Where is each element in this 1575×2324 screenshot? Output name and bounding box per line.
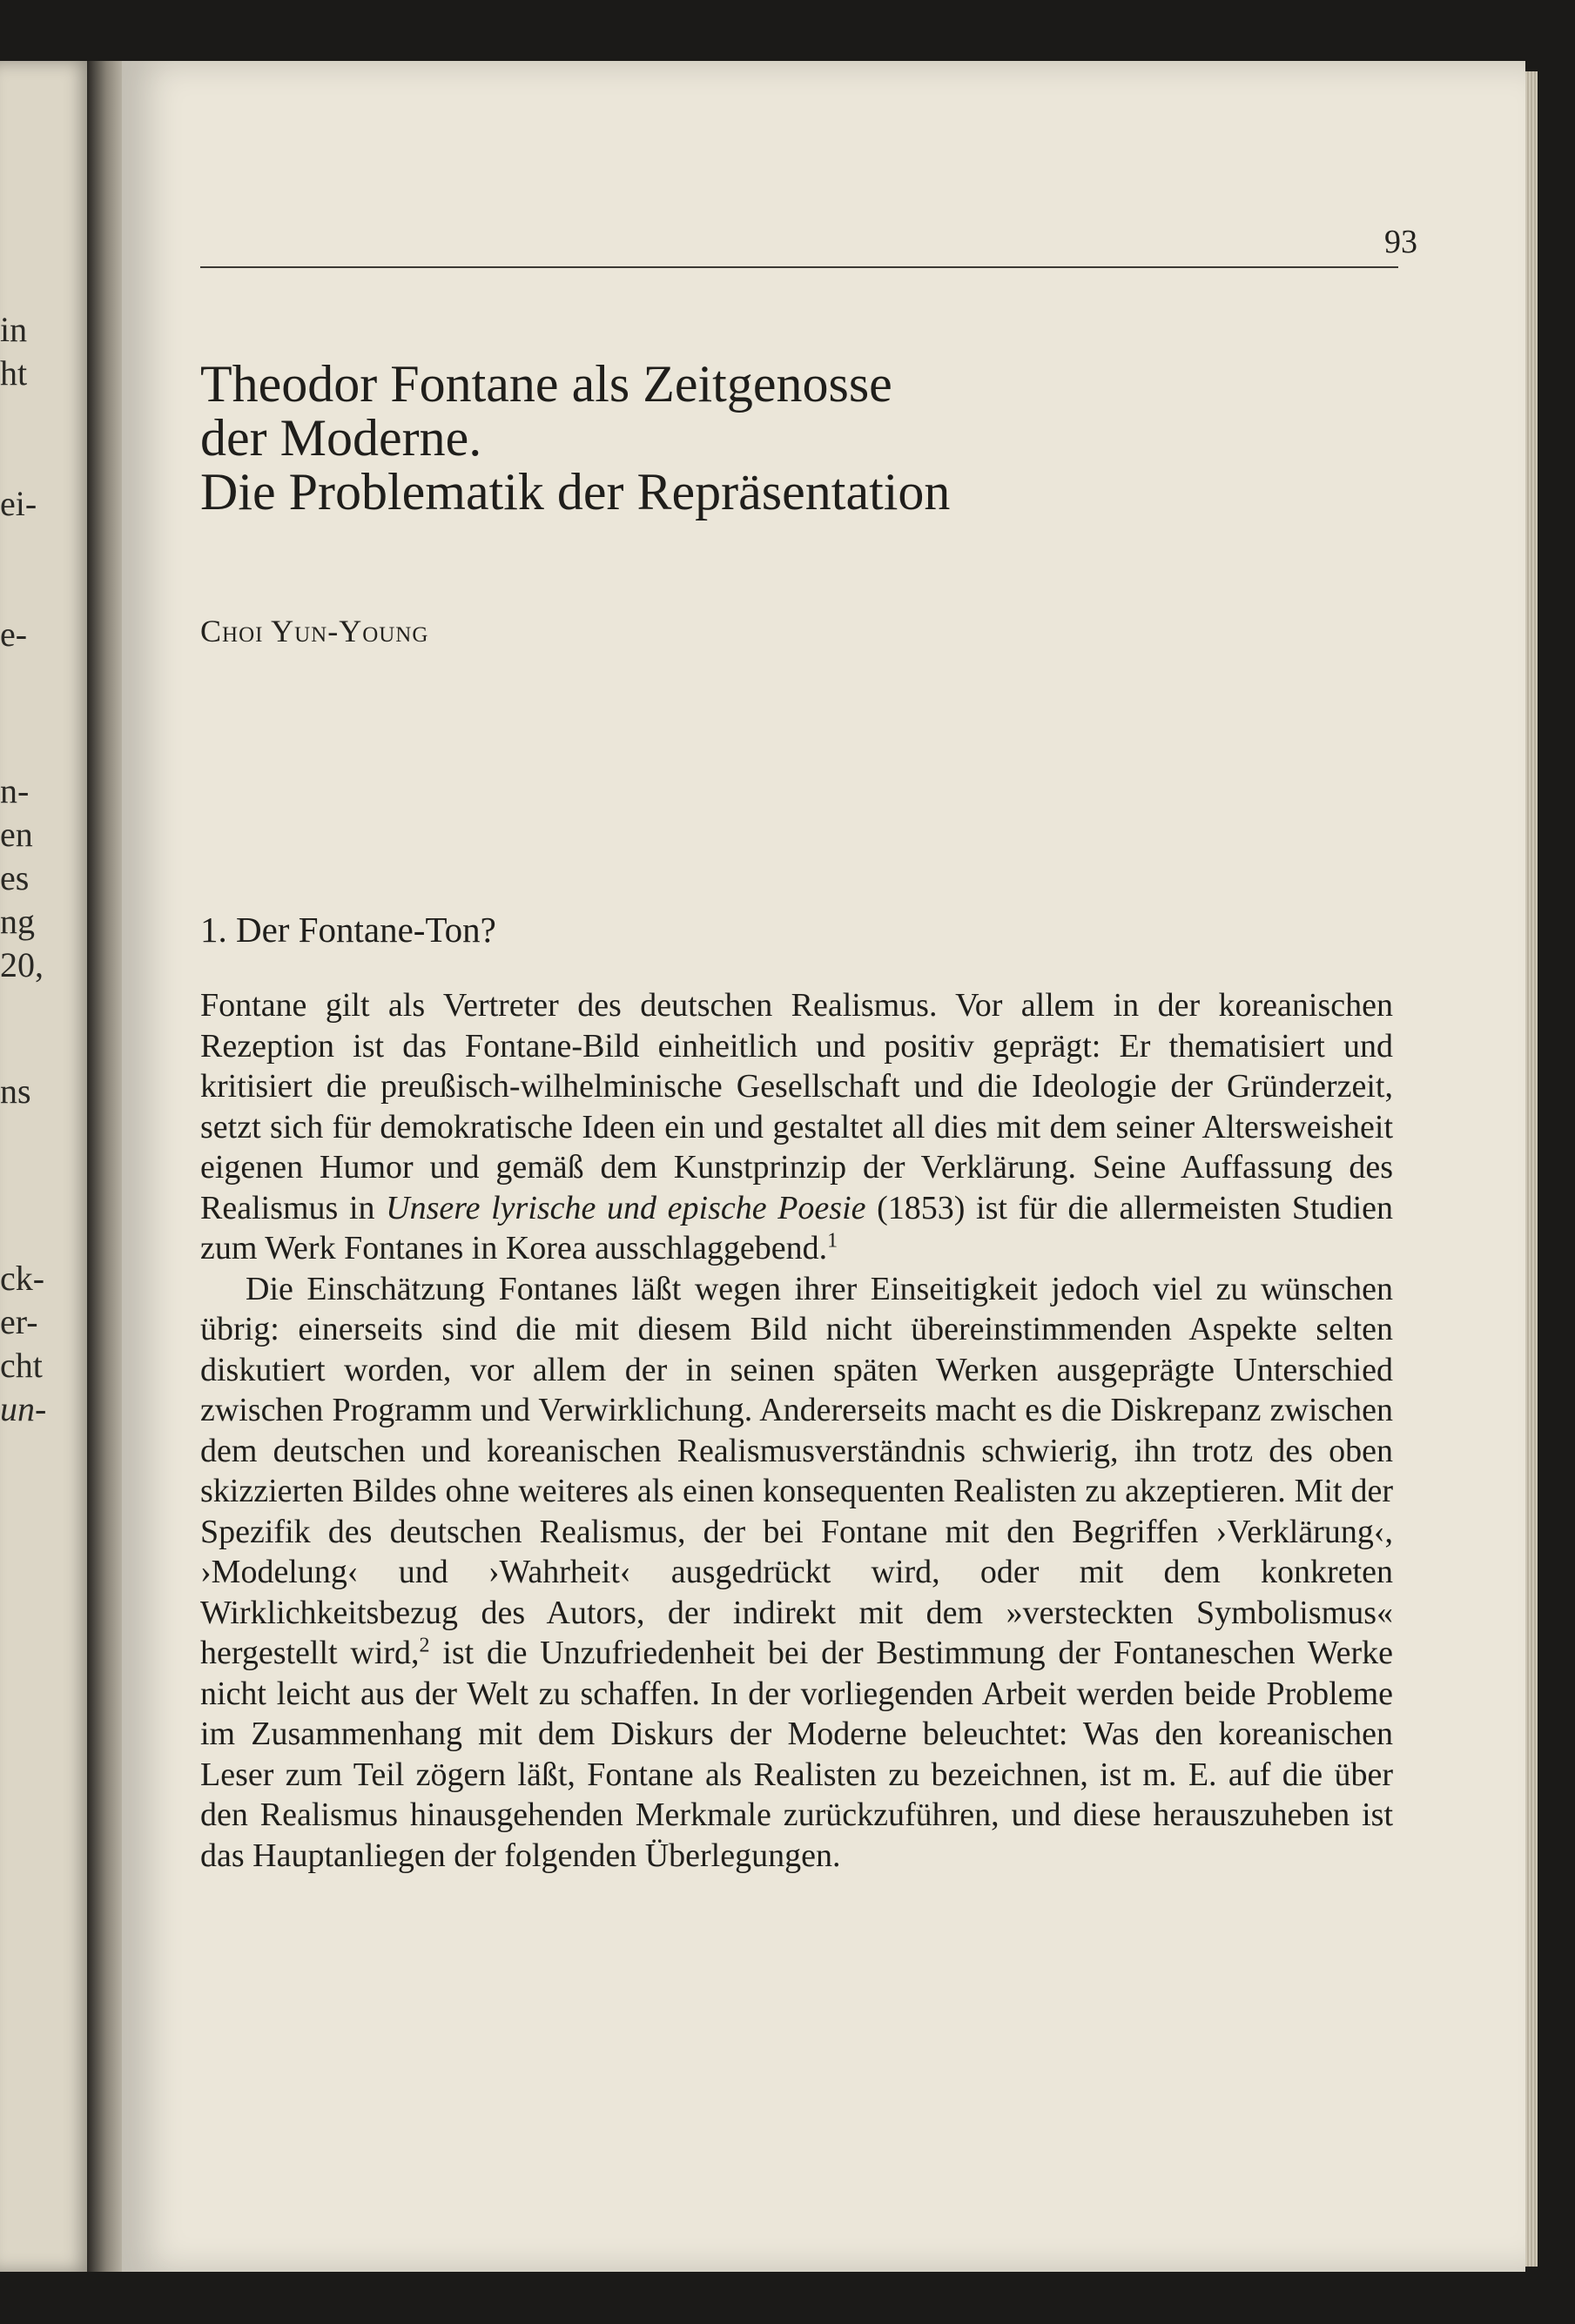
footnote-marker: 2 <box>419 1634 430 1657</box>
facing-page-fragment: er- <box>0 1302 38 1341</box>
facing-page-fragment: ng <box>0 902 35 941</box>
title-line: Die Problematik der Repräsentation <box>200 463 951 521</box>
facing-page-fragment: cht <box>0 1346 43 1385</box>
header-rule <box>200 266 1398 268</box>
title-line: Theodor Fontane als Zeitgenosse <box>200 355 892 413</box>
facing-page <box>0 61 94 2272</box>
paragraph-text: Fontane gilt als Vertreter des deutschen Realismus. Vor allem in der koreanischen Rezeption ist das Fontane-Bild einheitlich und positiv geprägt: Er thematisiert und kritisiert die preußisch-wilhelminische Gesellschaft und die Ideologie der Gründerzeit, setzt sich für demokratische Ideen ein und gestaltet all dies mit dem seiner Altersweisheit eigenen Humor und gemäß dem Kunstprinzip der Verklärung. Seine Auffassung des Realismus in <box>200 987 1393 1226</box>
body-text <box>200 985 1393 1876</box>
facing-page-fragment: in <box>0 310 28 349</box>
paragraph-text: Die Einschätzung Fontanes läßt wegen ihrer Einseitigkeit jedoch viel zu wünschen übrig: einerseits sind die mit diesem Bild nicht übereinstimmenden Aspekte selten diskutiert worden, vor allem der in seinen späten Werken ausgeprägte Unterschied zwischen Programm und Verwirklichung. Andererseits macht es die Diskrepanz zwischen dem deutschen und koreanischen Realismusverständnis schwierig, ihn trotz des oben skizzierten Bildes ohne weiteres als einen konsequenten Realisten zu akzeptieren. Mit der Spezifik des deutschen Realismus, der bei Fontane mit den Begriffen ›Verklärung‹, ›Modelung‹ und ›Wahrheit‹ ausgedrückt wird, oder mit dem konkreten Wirklichkeitsbezug des Autors, der indirekt mit dem »versteckten Symbolismus« hergestellt wird, <box>200 1270 1393 1671</box>
facing-page-fragment: un- <box>0 1389 47 1428</box>
facing-page-fragment: es <box>0 858 30 897</box>
book-page <box>122 61 1525 2272</box>
facing-page-fragment: e- <box>0 615 28 654</box>
facing-page-fragment: ht <box>0 353 28 393</box>
page-edge <box>1525 71 1538 2267</box>
paragraph-text: (1853) ist für die allermeisten Studien zum Werk Fontanes in Korea ausschlaggebend. <box>200 1189 1393 1266</box>
italic-title: Unsere lyrische und epische Poesie <box>386 1189 866 1226</box>
author-name: Choi Yun-Young <box>200 614 429 648</box>
facing-page-fragment: n- <box>0 771 30 810</box>
footnote-marker: 1 <box>827 1229 838 1253</box>
title-line: der Moderne. <box>200 409 482 467</box>
facing-page-fragment: en <box>0 815 33 854</box>
facing-page-fragment: ei- <box>0 484 37 523</box>
section-heading: 1. Der Fontane-Ton? <box>200 910 496 950</box>
facing-page-fragment: 20, <box>0 945 44 984</box>
facing-page-fragment: ns <box>0 1071 31 1111</box>
page-number: 93 <box>1384 224 1417 260</box>
paragraph-text: ist die Unzufriedenheit bei der Bestimmung der Fontaneschen Werke nicht leicht aus der Welt zu schaffen. In der vorliegenden Arbeit werden beide Probleme im Zusammenhang mit dem Diskurs der Moderne beleuchtet: Was den koreanischen Leser zum Teil zögern läßt, Fontane als Realisten zu bezeichnen, ist m. E. auf die über den Realismus hinausgehenden Merkmale zurückzuführen, und diese herauszuheben ist das Hauptanliegen der folgenden Überlegungen. <box>200 1635 1393 1874</box>
paragraph <box>200 985 1393 1269</box>
article-title <box>200 357 1419 519</box>
paragraph <box>200 1269 1393 1877</box>
facing-page-fragment: ck- <box>0 1259 45 1298</box>
